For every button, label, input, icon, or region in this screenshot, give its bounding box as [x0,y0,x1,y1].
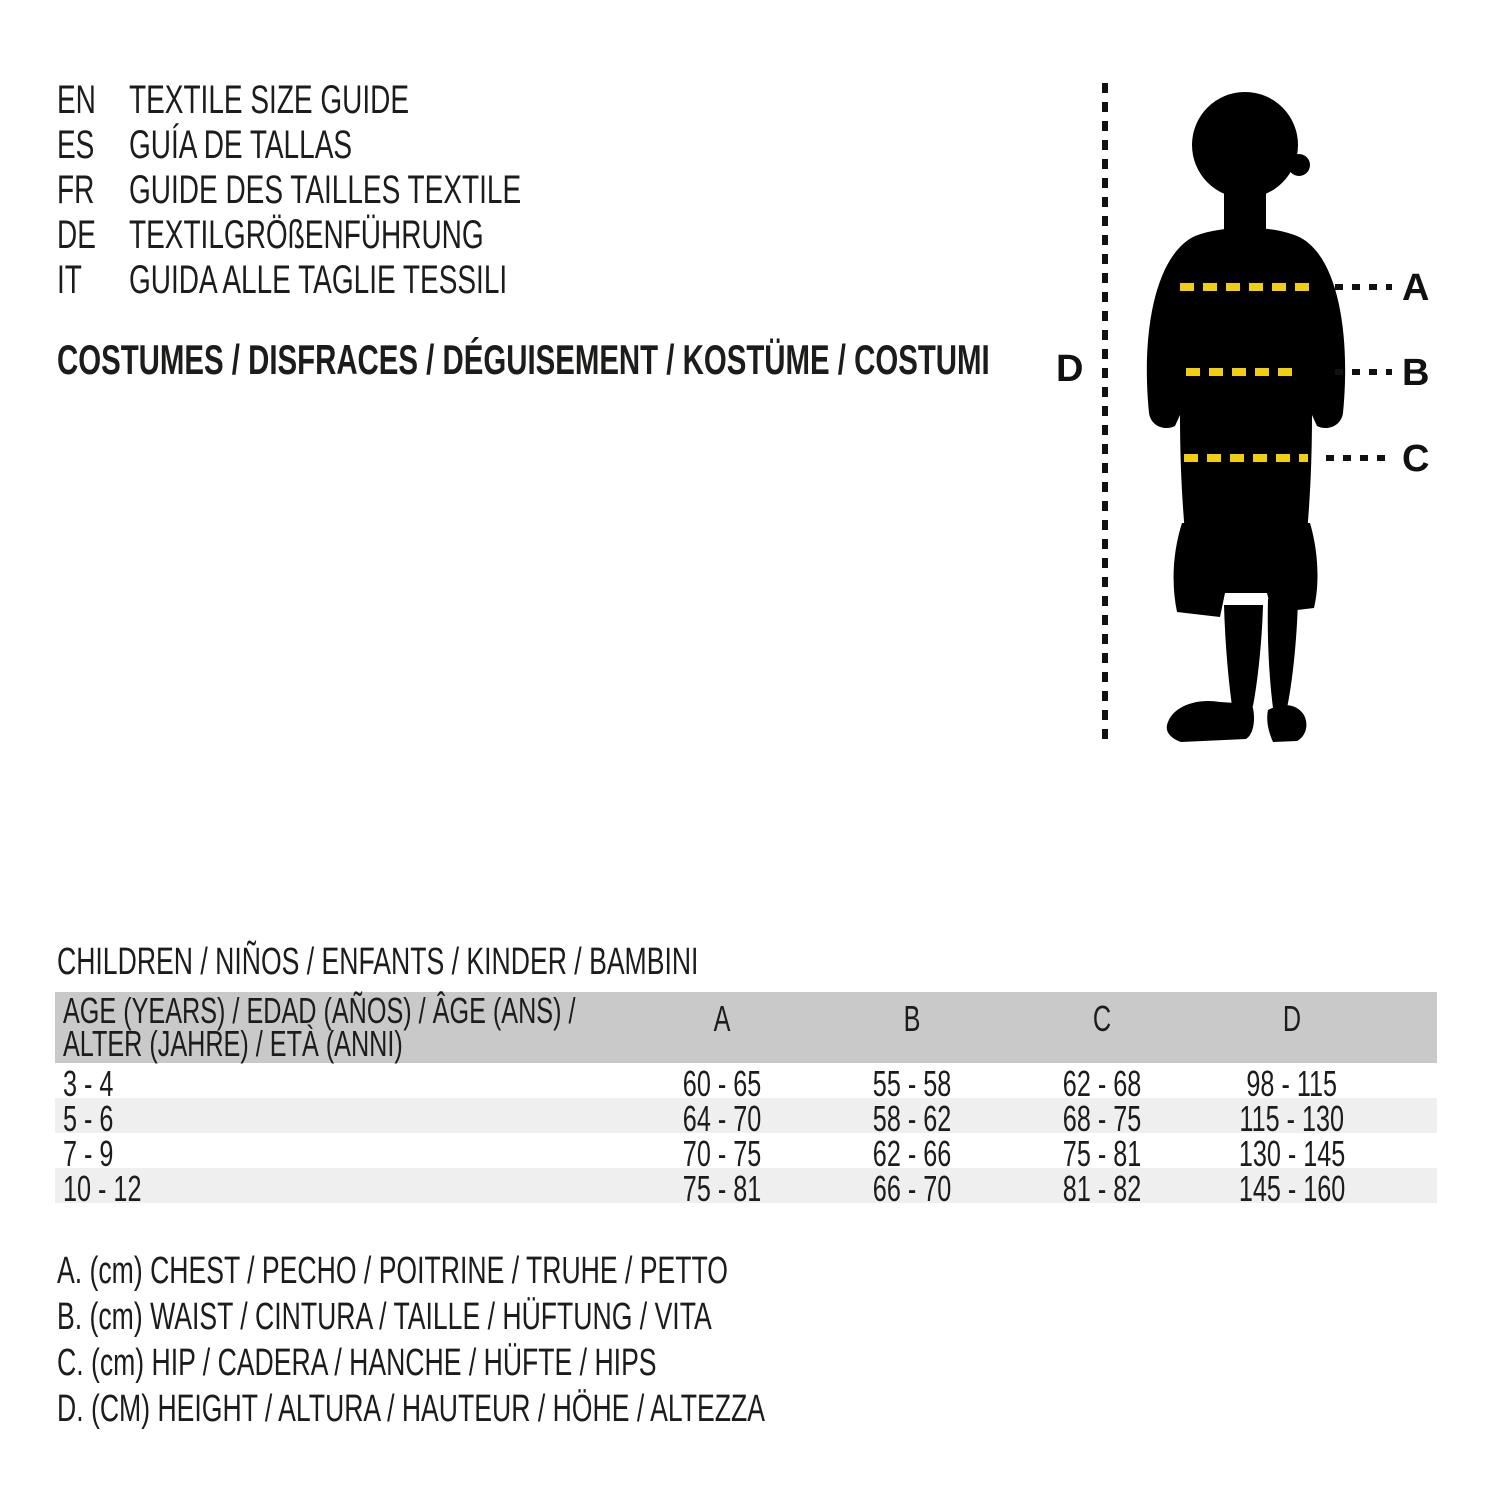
table-row [55,1098,1437,1139]
language-title-list [57,78,689,303]
age-cell: 3 - 4 [63,1063,114,1104]
language-code: IT [57,258,82,302]
table-row [55,1133,1437,1174]
table-header-row [55,992,1437,1063]
guide-title-en: TEXTILE SIZE GUIDE [129,78,410,122]
guide-title-es: GUÍA DE TALLAS [129,123,353,167]
height-value: 130 - 145 [1238,1133,1346,1174]
chest-value: 70 - 75 [682,1133,762,1174]
hip-value: 75 - 81 [1062,1133,1142,1174]
language-row-de [57,213,689,258]
silhouette-left-shoe [1167,701,1254,742]
silhouette-torso [1147,228,1345,533]
language-row-es [57,123,689,168]
guide-title-de: TEXTILGRÖßENFÜHRUNG [129,213,484,257]
age-column-header: AGE (YEARS) / EDAD (AÑOS) / ÂGE (ANS) / ALTER (JAHRE) / ETÀ (ANNI) [63,990,576,1064]
legend-waist: B. (cm) WAIST / CINTURA / TAILLE / HÜFTUNG / VITA [57,1295,712,1338]
section-heading-children: CHILDREN / NIÑOS / ENFANTS / KINDER / BAMBINI [57,941,699,983]
chest-value: 60 - 65 [682,1063,762,1104]
language-code: EN [57,78,96,122]
legend-chest: A. (cm) CHEST / PECHO / POITRINE / TRUHE / PETTO [57,1249,728,1292]
child-silhouette [1147,92,1345,742]
waist-value: 62 - 66 [872,1133,952,1174]
silhouette-right-leg [1268,599,1298,708]
legend-hip: C. (cm) HIP / CADERA / HANCHE / HÜFTE / HIPS [57,1341,657,1384]
hip-value: 81 - 82 [1062,1168,1142,1209]
silhouette-left-leg [1224,605,1263,706]
language-code: ES [57,123,95,167]
table-row [55,1063,1437,1104]
hip-value: 68 - 75 [1062,1098,1142,1139]
height-value: 115 - 130 [1239,1098,1345,1139]
children-size-table [55,990,1437,1209]
guide-title-it: GUIDA ALLE TAGLIE TESSILI [129,258,508,302]
language-row-fr [57,168,689,213]
age-cell: 5 - 6 [63,1098,114,1139]
hip-label: C [1402,438,1430,480]
language-row-en [57,78,689,123]
column-header-b: B [903,998,921,1039]
column-header-a: A [713,998,731,1039]
language-code: FR [57,168,95,212]
height-label: D [1056,348,1084,390]
legend-height: D. (CM) HEIGHT / ALTURA / HAUTEUR / HÖHE / ALTEZZA [57,1387,765,1430]
language-row-it [57,258,689,303]
column-header-c: C [1092,998,1112,1039]
category-title: COSTUMES / DISFRACES / DÉGUISEMENT / KOSTÜME / COSTUMI [57,336,990,383]
silhouette-ear [1288,154,1310,176]
chest-label: A [1402,267,1430,309]
waist-label: B [1402,352,1430,394]
table-row [55,1168,1437,1209]
age-cell: 7 - 9 [63,1133,114,1174]
child-silhouette-diagram [1040,75,1460,765]
age-cell: 10 - 12 [63,1168,142,1209]
height-value: 145 - 160 [1238,1168,1346,1209]
measurement-figure [1040,75,1460,765]
language-code: DE [57,213,96,257]
hip-value: 62 - 68 [1062,1063,1142,1104]
measurement-legend [57,1248,1068,1432]
waist-value: 58 - 62 [872,1098,952,1139]
chest-value: 64 - 70 [682,1098,762,1139]
silhouette-right-shoe [1267,705,1306,742]
guide-title-fr: GUIDE DES TAILLES TEXTILE [129,168,522,212]
chest-value: 75 - 81 [682,1168,762,1209]
column-header-d: D [1282,998,1302,1039]
height-value: 98 - 115 [1246,1063,1338,1104]
waist-value: 66 - 70 [872,1168,952,1209]
waist-value: 55 - 58 [872,1063,952,1104]
